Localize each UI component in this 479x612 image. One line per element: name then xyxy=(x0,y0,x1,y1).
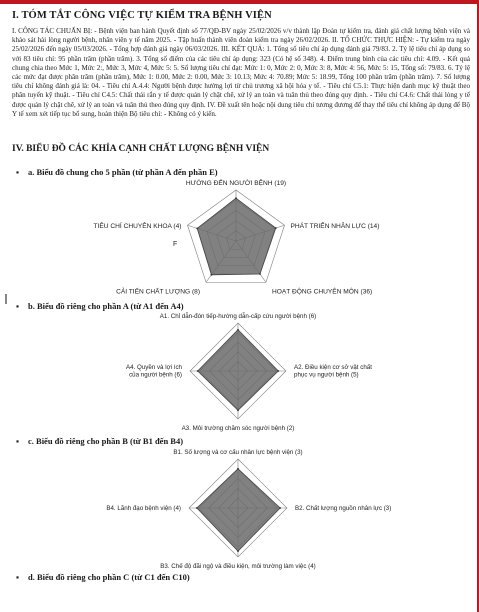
axis-label: B3. Chế độ đãi ngộ và điều kiện, môi trường làm việc (4) xyxy=(160,563,316,570)
bullet-icon: ▪ xyxy=(16,167,20,177)
section-c-title xyxy=(16,436,183,446)
axis-label: CẢI TIẾN CHẤT LƯỢNG (8) xyxy=(116,288,201,296)
radar-data-point xyxy=(197,370,199,372)
section-a-label: a. Biểu đồ chung cho 5 phần (từ phần A đến phần E) xyxy=(28,167,218,177)
radar-chart-part-b xyxy=(60,446,420,572)
bullet-icon: ▪ xyxy=(16,572,20,582)
axis-label: A2. Điều kiện cơ sở vật chất phục vụ người bệnh (5) xyxy=(294,364,372,379)
radar-data-point xyxy=(196,227,198,229)
axis-label: A3. Môi trường chăm sóc người bệnh (2) xyxy=(181,425,295,432)
radar-series-area xyxy=(197,469,280,551)
radar-data-point xyxy=(237,550,239,552)
radar-data-point xyxy=(237,329,239,331)
summary-paragraph: I. CÔNG TÁC CHUẨN BỊ: - Bệnh viện ban hành Quyết định số 77/QĐ-BV ngày 25/02/2026 v/v thành lập Đoàn tự kiểm tra, đánh giá chất lượng bệnh viện và khảo sát hài lòng người bệnh, nhân viên y tế năm 2025. - Tập huấn thành viên đoàn kiểm tra ngày 26/02/2026. II. TỔ CHỨC THỰC HIỆN: - Tự kiểm tra ngày 25/02/2026 đến ngày 05/03/2026. - Tổng hợp đánh giá ngày 06/03/2026. III. KẾT QUẢ: 1. Tổng số tiêu chí áp dụng đánh giá 79/83. 2. Tỷ lệ tiêu chí áp dụng so với 83 tiêu chí: 95 phần trăm (phần trăm). 3. Tổng số điểm của các tiêu chí áp dụng: 323 (Có hệ số 348). 4. Điểm trung bình của các tiêu chí: 4.09. - Kết quả chung chia theo Mức 1, Mức 2:, Mức 3, Mức 4, Mức 5: 5. Số lượng tiêu chí đạt: Mức 1: 0, Mức 2: 0, Mức 3: 8, Mức 4: 56, Mức 5: 15, Tổng số: 79/83. 6. Tỷ lệ các mức đạt được phân trăm (phần trăm), Mức 1: 0.00, Mức 2: 0.00, Mức 3: 10.13; Mức 4: 70.89; Mức 5: 18.99, Tổng 100 phần trăm (phần trăm). 7. Số lượng tiêu chí không đánh giá là: 04. - Tiêu chí A.4.4: Người bệnh được hưởng lợi từ chủ trương xã hội hóa y tế. - Tiêu chí C5.1: Thực hiện danh mục kỹ thuật theo phân tuyến kỹ thuật. - Tiêu chí C4.5: Chất thải rắn y tế được quản lý chặt chẽ, xử lý an toàn và tuân thủ theo đúng quy định. - Tiêu chí C4.6: Chất thải lỏng y tế được quản lý chặt chẽ, xử lý an toàn và tuân thủ theo đúng quy định. IV. Đề xuất tên hoặc nội dung tiêu chí tương đương để thay thế tiêu chí không áp dụng để Bộ Y tế xem xét tiếp tục bổ sung, hoàn thiện Bộ tiêu chí: - Không có ý kiến. xyxy=(12,27,470,118)
radar-data-point xyxy=(237,409,239,411)
summary-heading: I. TÓM TẮT CÔNG VIỆC TỰ KIỂM TRA BỆNH VIỆN xyxy=(12,10,272,21)
section-d-label: d. Biểu đồ riêng cho phần C (từ C1 đến C10) xyxy=(28,572,190,582)
axis-label: TIÊU CHÍ CHUYÊN KHOA (4) xyxy=(93,223,182,231)
section-d-title xyxy=(16,572,190,582)
radar-data-point xyxy=(279,507,281,509)
axis-label: HƯỚNG ĐẾN NGƯỜI BỆNH (19) xyxy=(185,180,287,187)
radar-data-point xyxy=(259,273,261,275)
radar-data-point xyxy=(277,370,279,372)
charts-heading: IV. BIỂU ĐỒ CÁC KHÍA CẠNH CHẤT LƯỢNG BỆNH VIỆN xyxy=(12,144,270,154)
radar-series-area xyxy=(198,330,279,411)
axis-label: B2. Chất lượng nguồn nhân lực (3) xyxy=(295,505,392,512)
stray-mark: F xyxy=(173,241,178,248)
axis-label: A4. Quyền và lợi ích của người bệnh (6) xyxy=(126,364,182,379)
section-c-label: c. Biểu đồ riêng cho phần B (từ B1 đến B4) xyxy=(28,436,184,446)
bullet-icon: ▪ xyxy=(16,301,20,311)
axis-label: B4. Lãnh đạo bệnh viện (4) xyxy=(106,505,181,512)
radar-chart-part-a xyxy=(60,311,420,435)
page-margin-mark xyxy=(5,294,7,304)
radar-data-point xyxy=(196,507,198,509)
radar-data-point xyxy=(211,274,213,276)
axis-label: PHÁT TRIỂN NHÂN LỰC (14) xyxy=(290,223,380,231)
axis-label: A1. Chỉ dẫn-đón tiếp-hướng dẫn-cấp cứu người bệnh (6) xyxy=(159,313,317,320)
section-b-label: b. Biểu đồ riêng cho phần A (từ A1 đến A4) xyxy=(28,301,184,311)
axis-label: HOẠT ĐỘNG CHUYÊN MÔN (36) xyxy=(271,288,373,296)
page-top-border xyxy=(0,0,479,4)
radar-data-point xyxy=(235,197,237,199)
bullet-icon: ▪ xyxy=(16,436,20,446)
radar-data-point xyxy=(275,227,277,229)
section-b-title xyxy=(16,301,184,311)
radar-chart-overall xyxy=(60,176,420,300)
radar-data-point xyxy=(237,468,239,470)
axis-label: B1. Số lượng và cơ cấu nhân lực bệnh viện (3) xyxy=(173,449,303,456)
